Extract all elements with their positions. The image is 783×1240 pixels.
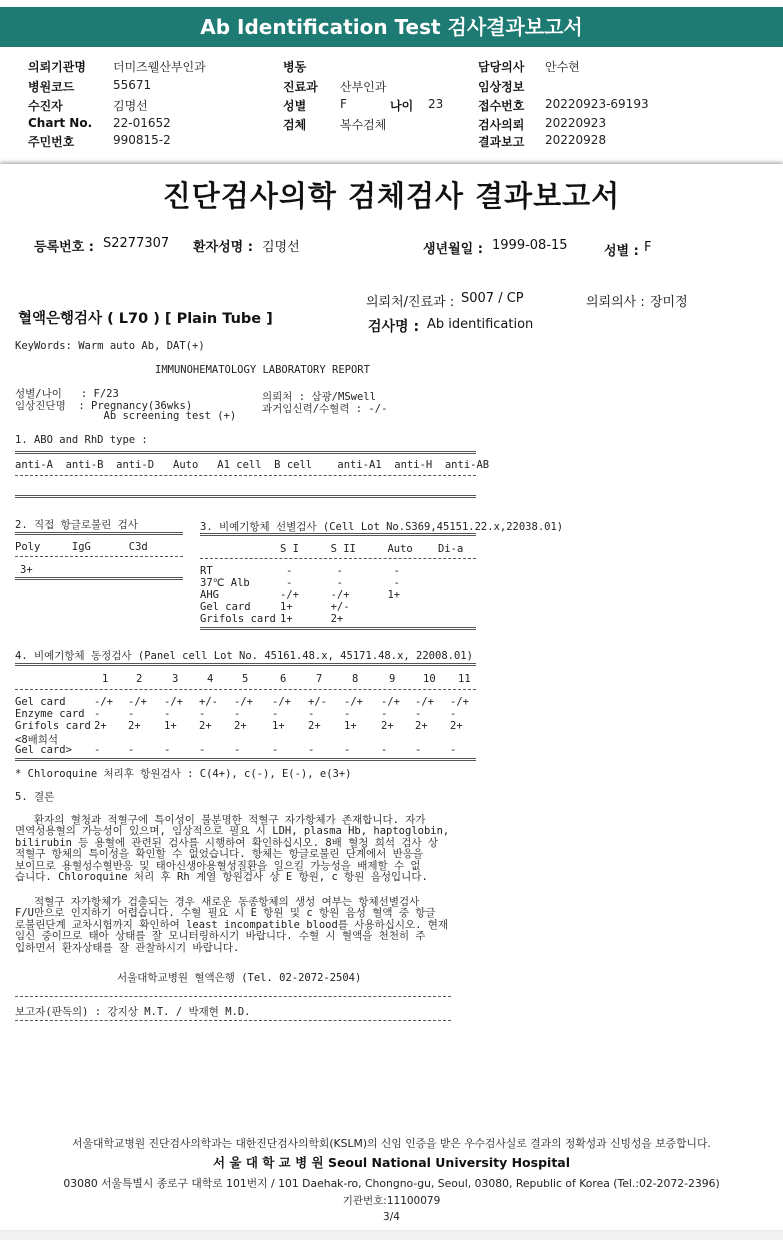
diagnosis-line: 임상진단명 : Pregnancy(36wks) xyxy=(15,400,193,412)
section1-title: 1. ABO and RhD type : xyxy=(15,434,148,446)
panel-cell: - xyxy=(381,744,388,756)
panel-cell: 2+ xyxy=(381,720,394,732)
screen-row-values: - - - xyxy=(286,565,400,577)
panel-column-header: 8 xyxy=(352,673,359,685)
abo-headers: anti-A anti-B anti-D Auto A1 cell B cell anti-A1 anti-H anti-AB xyxy=(15,459,490,471)
age-value: 23 xyxy=(428,97,444,111)
conclusion-line: 로불린단계 교차시험까지 확인하여 least incompatible blood를 사용하십시오. 현재 xyxy=(15,918,449,931)
info-value: 22-01652 xyxy=(113,116,171,130)
panel-cell: - xyxy=(94,744,101,756)
panel-row-label: Enzyme card xyxy=(15,708,85,720)
conclusion-line: 습니다. Chloroquine 처리 후 Rh 계열 항원검사 상 E 항원, c 항원 음성입니다. xyxy=(15,871,428,884)
divider xyxy=(15,577,183,580)
panel-column-header: 1 xyxy=(102,673,109,685)
panel-cell: 2+ xyxy=(94,720,107,732)
panel-row-label: Grifols card xyxy=(15,720,91,732)
dob-value: 1999-08-15 xyxy=(492,238,568,253)
panel-cell: -/+ xyxy=(344,696,363,708)
hospital-name: 서 울 대 학 교 병 원 Seoul National University Hospital xyxy=(212,1155,571,1170)
panel-row-label: <8배희석 xyxy=(15,734,59,746)
panel-cell: - xyxy=(344,744,351,756)
panel-column-header: 10 xyxy=(423,673,436,685)
conclusion-line: 입하면서 환자상태를 잘 관찰하시기 바랍니다. xyxy=(15,941,240,954)
divider xyxy=(15,495,476,498)
panel-cell: +/- xyxy=(308,696,327,708)
conclusion-line: F/U만으로 인지하기 어렵습니다. 수혈 필요 시 E 항원 및 c 항원 음성 혈액 중 항글 xyxy=(15,907,436,920)
info-label: 결과보고 xyxy=(478,135,525,149)
panel-cell: - xyxy=(272,744,279,756)
org-number: 기관번호:11100079 xyxy=(342,1195,441,1207)
panel-cell: - xyxy=(234,708,241,720)
panel-cell: 1+ xyxy=(164,720,177,732)
panel-cell: - xyxy=(415,744,422,756)
diagnosis-line: Ab screening test (+) xyxy=(15,410,237,422)
report-header xyxy=(0,0,783,56)
hospital-address: 03080 서울특별시 종로구 대학로 101번지 / 101 Daehak-ro, Chongno-gu, Seoul, 03080, Republic of Korea (Tel.:02-2072-2396) xyxy=(63,1177,720,1190)
info-value: F xyxy=(340,97,347,111)
info-label: 병원코드 xyxy=(28,80,75,94)
info-label: 진료과 xyxy=(283,80,318,94)
dept-label: 의뢰처/진료과 : xyxy=(366,295,455,310)
conclusion-line: 적혈구 항체의 특이성을 확인할 수 없었습니다. 항체는 항글로불린 단계에서 반응을 xyxy=(15,848,424,861)
panel-cell: 1+ xyxy=(344,720,357,732)
screen-row-values: - - - xyxy=(286,577,400,589)
info-value: 20220923 xyxy=(545,116,607,130)
screen-row-values: -/+ -/+ 1+ xyxy=(280,589,401,601)
panel-cell: -/+ xyxy=(415,696,434,708)
info-label: 임상정보 xyxy=(478,80,525,94)
doctor-label: 의뢰의사 : xyxy=(586,295,645,310)
sex-age-line: 성별/나이 : F/23 xyxy=(15,388,119,400)
panel-cell: -/+ xyxy=(381,696,400,708)
panel-cell: - xyxy=(94,708,101,720)
panel-cell: - xyxy=(234,744,241,756)
history-line: 과거임신력/수혈력 : -/- xyxy=(262,403,388,415)
divider xyxy=(200,627,476,630)
info-value: 990815-2 xyxy=(113,133,171,147)
panel-cell: - xyxy=(415,708,422,720)
panel-cell: -/+ xyxy=(450,696,469,708)
info-value: 20220928 xyxy=(545,133,607,147)
screen-row-values: 1+ +/- xyxy=(280,601,350,613)
conclusion-line: bilirubin 등 용혈에 관련된 검사를 시행하여 확인하십시오. 8배 혈청 희석 검사 상 xyxy=(15,836,439,849)
reporter: 보고자(판독의) : 강지상 M.T. / 박재현 M.D. xyxy=(15,1006,251,1018)
section4-title: 4. 비예기항체 동정검사 (Panel cell Lot No. 45161.48.x, 45171.48.x, 22008.01) xyxy=(15,650,473,662)
panel-cell: - xyxy=(164,708,171,720)
info-label: 담당의사 xyxy=(478,60,525,74)
panel-cell: - xyxy=(450,744,457,756)
divider xyxy=(15,689,476,690)
conclusion-line: 보이므로 용혈성수혈반응 및 태아신생아용혈성질환을 일으킬 가능성을 배제할 수 없 xyxy=(15,859,421,872)
info-value: 20220923-69193 xyxy=(545,97,649,111)
exam-name-label: 검사명 : xyxy=(368,319,420,335)
panel-cell: -/+ xyxy=(164,696,183,708)
page-number: 3/4 xyxy=(383,1211,400,1223)
screen-headers: S I S II Auto Di-a xyxy=(280,543,464,555)
divider xyxy=(15,996,451,997)
info-value: 더미즈웰산부인과 xyxy=(113,60,206,74)
section2-title: 2. 직접 항글로불린 검사 xyxy=(15,519,138,531)
divider xyxy=(200,558,476,559)
conclusion-line: 환자의 혈청과 적혈구에 특이성이 불분명한 적혈구 자가항체가 존재합니다. 자가 xyxy=(15,814,426,826)
info-label: 접수번호 xyxy=(478,99,525,113)
panel-cell: - xyxy=(199,744,206,756)
panel-cell: 2+ xyxy=(234,720,247,732)
patient-name-label: 환자성명 : xyxy=(193,240,253,255)
doctor-value: 장미정 xyxy=(650,295,688,310)
panel-column-header: 3 xyxy=(172,673,179,685)
sex-label: 성별 : xyxy=(604,244,639,259)
screen-row-label: 37℃ Alb xyxy=(200,577,250,589)
panel-cell: 2+ xyxy=(128,720,141,732)
panel-column-header: 11 xyxy=(458,673,471,685)
conclusion-paragraph xyxy=(15,815,449,883)
conclusion-paragraph xyxy=(15,897,448,954)
divider xyxy=(15,1020,451,1021)
info-value: 산부인과 xyxy=(340,80,387,94)
panel-cell: - xyxy=(272,708,279,720)
panel-cell: +/- xyxy=(199,696,218,708)
panel-cell: - xyxy=(199,708,206,720)
panel-cell: - xyxy=(344,708,351,720)
panel-cell: 2+ xyxy=(199,720,212,732)
reg-no-value: S2277307 xyxy=(103,236,170,251)
info-value: 55671 xyxy=(113,78,152,92)
panel-cell: - xyxy=(381,708,388,720)
panel-cell: -/+ xyxy=(94,696,113,708)
panel-cell: -/+ xyxy=(272,696,291,708)
info-label: 수진자 xyxy=(28,99,63,113)
panel-column-header: 5 xyxy=(242,673,249,685)
divider xyxy=(200,533,476,536)
keywords: KeyWords: Warm auto Ab, DAT(+) xyxy=(15,340,205,352)
panel-cell: 2+ xyxy=(415,720,428,732)
conclusion-line: 적혈구 자가항체가 검출되는 경우 새로운 동종항체의 생성 여부는 항체선별검사 xyxy=(15,896,420,908)
panel-cell: -/+ xyxy=(234,696,253,708)
panel-cell: - xyxy=(128,744,135,756)
lab-report-title: IMMUNOHEMATOLOGY LABORATORY REPORT xyxy=(155,364,370,376)
patient-info-panel xyxy=(0,50,783,162)
info-value: 안수현 xyxy=(545,60,580,74)
referral-line: 의뢰처 : 삼광/MSwell xyxy=(262,391,376,403)
info-label: 검체 xyxy=(283,118,307,132)
divider xyxy=(15,451,476,454)
dob-label: 생년월일 : xyxy=(423,242,483,257)
report-title: 진단검사의학 검체검사 결과보고서 xyxy=(162,179,621,213)
exam-title: 혈액은행검사 ( L70 ) [ Plain Tube ] xyxy=(18,311,273,327)
panel-cell: 1+ xyxy=(272,720,285,732)
panel-cell: - xyxy=(308,744,315,756)
panel-row-label: Gel card> xyxy=(15,744,72,756)
divider xyxy=(15,758,476,761)
screen-row-label: AHG xyxy=(200,589,219,601)
panel-column-header: 9 xyxy=(389,673,396,685)
section3-title: 3. 비예기항체 선별검사 (Cell Lot No.S369,45151.22.x,22038.01) xyxy=(200,521,564,533)
divider xyxy=(15,556,183,557)
conclusion-line: 임신 중이므로 태아 상태를 잘 모니터링하시기 바랍니다. 수혈 시 혈액을 천천히 주 xyxy=(15,930,426,943)
dept-value: S007 / CP xyxy=(461,291,524,306)
info-label: Chart No. xyxy=(28,116,93,130)
screen-row-label: Grifols card xyxy=(200,613,276,625)
panel-column-header: 7 xyxy=(316,673,323,685)
panel-column-header: 4 xyxy=(207,673,214,685)
screen-row-values: 1+ 2+ xyxy=(280,613,344,625)
divider xyxy=(15,532,183,535)
panel-cell: - xyxy=(164,744,171,756)
panel-column-header: 2 xyxy=(136,673,143,685)
section5-title: 5. 결론 xyxy=(15,791,55,803)
age-label: 나이 xyxy=(390,99,414,113)
sex-value: F xyxy=(644,240,652,255)
panel-row-label: Gel card xyxy=(15,696,66,708)
header-title: Ab Identification Test 검사결과보고서 xyxy=(0,7,783,47)
info-label: 주민번호 xyxy=(28,135,75,149)
divider xyxy=(15,475,476,476)
chloroquine-note: * Chloroquine 처리후 항원검사 : C(4+), c(-), E(-), e(3+) xyxy=(15,768,352,780)
screen-row-label: RT xyxy=(200,565,213,577)
screen-row-label: Gel card xyxy=(200,601,251,613)
panel-cell: 2+ xyxy=(450,720,463,732)
panel-cell: 2+ xyxy=(308,720,321,732)
info-label: 의뢰기관명 xyxy=(28,60,86,74)
dat-value: 3+ xyxy=(20,564,33,576)
certification-text: 서울대학교병원 진단검사의학과는 대한진단검사의학회(KSLM)의 신임 인증을 받은 우수검사실로 결과의 정확성과 신빙성을 보증합니다. xyxy=(72,1137,711,1150)
panel-cell: - xyxy=(128,708,135,720)
panel-column-header: 6 xyxy=(280,673,287,685)
info-value: 김명선 xyxy=(113,99,148,113)
panel-cell: - xyxy=(308,708,315,720)
patient-name-value: 김명선 xyxy=(262,240,300,255)
info-label: 병동 xyxy=(283,60,307,74)
panel-cell: -/+ xyxy=(128,696,147,708)
exam-name-value: Ab identification xyxy=(427,317,534,332)
reg-no-label: 등록번호 : xyxy=(34,240,94,255)
info-label: 성별 xyxy=(283,99,307,113)
blood-bank-contact: 서울대학교병원 혈액은행 (Tel. 02-2072-2504) xyxy=(117,972,362,984)
dat-headers: Poly IgG C3d xyxy=(15,541,148,553)
report-sheet xyxy=(0,164,783,1230)
divider xyxy=(15,663,476,666)
info-value: 복수검체 xyxy=(340,118,387,132)
info-label: 검사의뢰 xyxy=(478,118,525,132)
conclusion-line: 면역성용혈의 가능성이 있으며, 임상적으로 필요 시 LDH, plasma Hb, haptoglobin, xyxy=(15,825,450,838)
panel-cell: - xyxy=(450,708,457,720)
